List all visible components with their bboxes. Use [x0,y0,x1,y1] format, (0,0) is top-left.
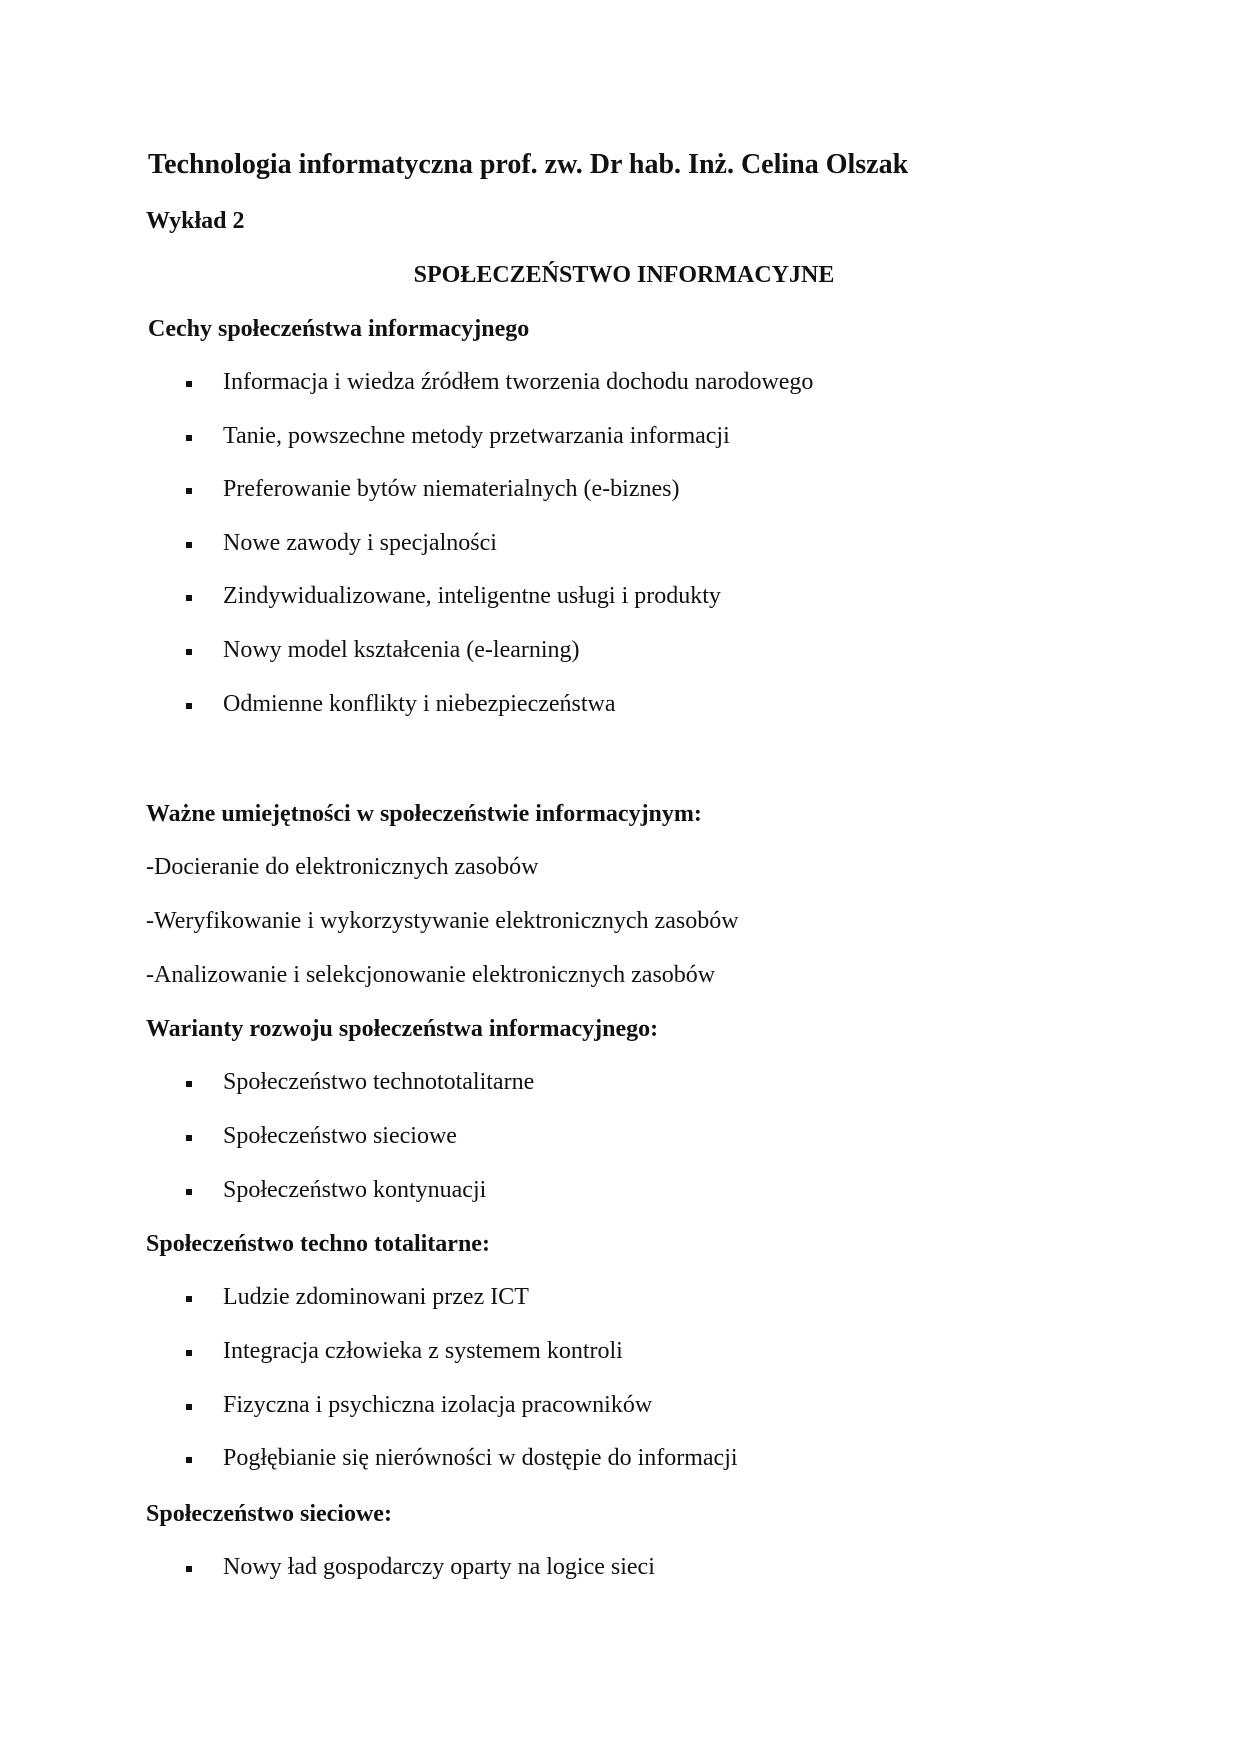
list-item-text: Preferowanie bytów niematerialnych (e-biznes) [223,476,680,502]
bullet-icon [186,649,192,655]
section-heading-variants: Warianty rozwoju społeczeństwa informacyjnego: [146,1016,659,1042]
list-item-text: Fizyczna i psychiczna izolacja pracowników [223,1392,653,1418]
section-heading-skills: Ważne umiejętności w społeczeństwie informacyjnym: [146,801,702,827]
document-title: Technologia informatyczna prof. zw. Dr hab. Inż. Celina Olszak [148,149,909,180]
bullet-icon [186,381,192,387]
lecture-label: Wykład 2 [146,208,245,234]
skill-line: -Docieranie do elektronicznych zasobów [146,854,539,880]
list-item-text: Społeczeństwo technototalitarne [223,1069,535,1095]
section-heading-network: Społeczeństwo sieciowe: [146,1501,392,1527]
section-heading-features: Cechy społeczeństwa informacyjnego [148,316,530,342]
bullet-icon [186,595,192,601]
bullet-icon [186,1296,192,1302]
list-item-text: Integracja człowieka z systemem kontroli [223,1338,623,1364]
bullet-icon [186,1566,192,1572]
list-item-text: Zindywidualizowane, inteligentne usługi i produkty [223,583,721,609]
skill-line: -Weryfikowanie i wykorzystywanie elektronicznych zasobów [146,908,739,934]
list-item-text: Informacja i wiedza źródłem tworzenia dochodu narodowego [223,369,814,395]
list-item-text: Społeczeństwo kontynuacji [223,1177,487,1203]
bullet-icon [186,488,192,494]
list-item-text: Nowy model kształcenia (e-learning) [223,637,580,663]
list-item-text: Odmienne konflikty i niebezpieczeństwa [223,691,616,717]
bullet-icon [186,1350,192,1356]
bullet-icon [186,1135,192,1141]
bullet-icon [186,435,192,441]
list-item-text: Nowy ład gospodarczy oparty na logice sieci [223,1554,655,1580]
bullet-icon [186,1189,192,1195]
list-item-text: Ludzie zdominowani przez ICT [223,1284,529,1310]
list-item-text: Tanie, powszechne metody przetwarzania informacji [223,423,730,449]
skill-line: -Analizowanie i selekcjonowanie elektronicznych zasobów [146,962,716,988]
bullet-icon [186,1457,192,1463]
list-item-text: Pogłębianie się nierówności w dostępie do informacji [223,1445,738,1471]
list-item-text: Społeczeństwo sieciowe [223,1123,457,1149]
bullet-icon [186,703,192,709]
section-heading-technototalitarian: Społeczeństwo techno totalitarne: [146,1231,490,1257]
bullet-icon [186,1081,192,1087]
list-item-text: Nowe zawody i specjalności [223,530,497,556]
bullet-icon [186,542,192,548]
main-heading: SPOŁECZEŃSTWO INFORMACYJNE [413,262,835,288]
bullet-icon [186,1404,192,1410]
